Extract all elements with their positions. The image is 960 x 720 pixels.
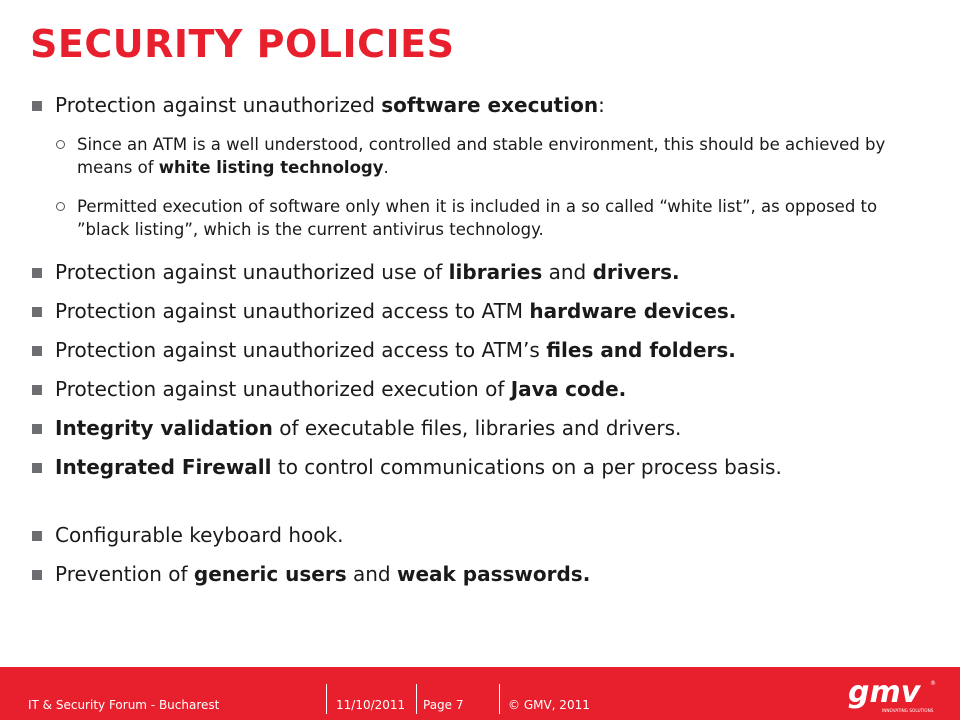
bullet-libraries-drivers (55, 259, 925, 285)
bullet-emphasis: white listing technology (158, 158, 384, 177)
bullet-text: and (542, 260, 593, 284)
bullet-emphasis: software execution (381, 93, 599, 117)
logo-wordmark: gmv (848, 675, 921, 710)
bullet-text: Permitted execution of software only when it is included in a so called “white list”, as opposed to ”black listing”, which is the current antivirus technology. (77, 197, 878, 239)
bullet-emphasis: generic users (193, 562, 347, 586)
footer-separator (326, 684, 327, 714)
bullet-emphasis: weak passwords. (396, 562, 591, 586)
gmv-logo (846, 675, 946, 715)
bullet-text: Protection against unauthorized access to ATM (55, 299, 530, 323)
bullet-emphasis: Integrity validation (55, 416, 273, 440)
bullet-emphasis: Integrated Firewall (55, 455, 272, 479)
bullet-text: of executable files, libraries and drivers. (272, 416, 682, 440)
footer-separator (416, 684, 417, 714)
bullet-emphasis: Java code. (510, 377, 627, 401)
bullet-emphasis: libraries (448, 260, 543, 284)
sub-bullet-permitted-execution (77, 195, 907, 241)
sub-bullet-white-listing (77, 133, 907, 179)
logo-tagline: INNOVATING SOLUTIONS (882, 708, 934, 713)
bullet-text: to control communications on a per process basis. (271, 455, 782, 479)
bullet-integrated-firewall (55, 454, 925, 480)
slide-title: SECURITY POLICIES (30, 22, 455, 66)
bullet-integrity-validation (55, 415, 925, 441)
footer-bar (0, 667, 960, 720)
bullet-emphasis: files and folders. (546, 338, 736, 362)
bullet-hardware-devices (55, 298, 925, 324)
footer-copyright: © GMV, 2011 (508, 698, 590, 712)
footer-date: 11/10/2011 (336, 698, 406, 712)
bullet-text: Configurable keyboard hook. (55, 523, 344, 547)
bullet-emphasis: hardware devices. (529, 299, 737, 323)
bullet-generic-users (55, 561, 925, 587)
bullet-keyboard-hook (55, 522, 925, 548)
bullet-text: and (346, 562, 397, 586)
bullet-emphasis: drivers. (592, 260, 680, 284)
footer-separator (499, 684, 500, 714)
bullet-text: . (383, 158, 389, 177)
bullet-java-code (55, 376, 925, 402)
footer-page-number: Page 7 (423, 698, 464, 712)
bullet-files-folders (55, 337, 925, 363)
footer-event: IT & Security Forum - Bucharest (28, 698, 220, 712)
bullet-text: Protection against unauthorized execution of (55, 377, 511, 401)
bullet-text: Protection against unauthorized use of (55, 260, 449, 284)
bullet-text: Since an ATM is a well understood, controlled and stable environment, this should be achieved by means of (77, 135, 886, 177)
bullet-text: Protection against unauthorized (55, 93, 382, 117)
bullet-software-execution (55, 92, 925, 118)
bullet-text: : (598, 93, 605, 117)
svg-text:®: ® (930, 680, 936, 687)
bullet-text: Prevention of (55, 562, 194, 586)
bullet-text: Protection against unauthorized access to ATM’s (55, 338, 547, 362)
